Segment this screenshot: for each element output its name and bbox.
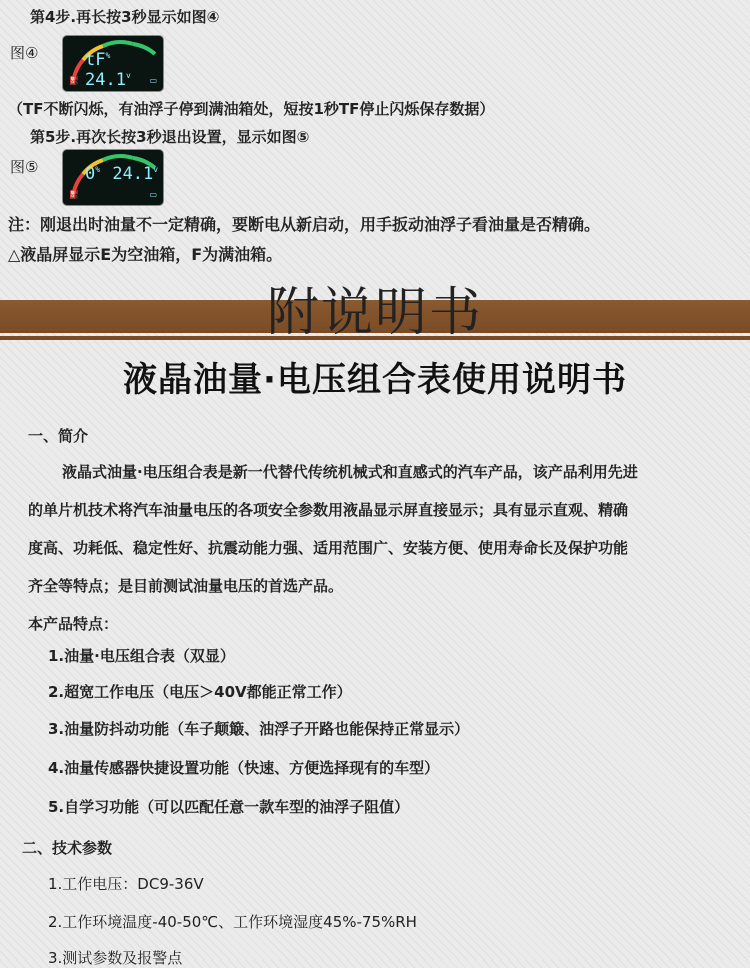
feature-item: 4.油量传感器快捷设置功能（快速、方便选择现有的车型） — [48, 759, 440, 777]
intro-line: 液晶式油量·电压组合表是新一代替代传统机械式和直感式的汽车产品，该产品利用先进 — [62, 463, 638, 481]
fuel-pump-icon: ⛽ — [69, 190, 79, 199]
note-tf-text: （TF不断闪烁，有油浮子停到满油箱处，短按1秒TF停止闪烁保存数据） — [8, 100, 495, 118]
fig4-voltage-unit: v — [125, 71, 131, 81]
fig5-readout — [85, 164, 160, 184]
step5-text: 第5步.再次长按3秒退出设置，显示如图⑤ — [30, 128, 310, 146]
step4-text: 第4步.再长按3秒显示如图④ — [30, 8, 220, 26]
tech-param-item: 2.工作环境温度-40-50℃、工作环境湿度45%-75%RH — [48, 913, 417, 931]
fig5-fuel-value: 0 — [85, 164, 96, 184]
feature-item: 1.油量·电压组合表（双显） — [48, 647, 235, 665]
feature-item: 3.油量防抖动功能（车子颠簸、油浮子开路也能保持正常显示） — [48, 720, 470, 738]
intro-line: 度高、功耗低、稳定性好、抗震动能力强、适用范围广、安装方便、使用寿命长及保护功能 — [28, 539, 629, 557]
tech-param-item: 3.测试参数及报警点 — [48, 949, 183, 967]
fig4-fuel-unit: % — [105, 51, 111, 61]
note-lcd-text: △液晶屏显示E为空油箱，F为满油箱。 — [8, 245, 283, 264]
fig4-label: 图④ — [10, 44, 39, 62]
fig4-voltage-value: 24.1 — [85, 70, 126, 90]
fig5-voltage-unit: v — [153, 165, 159, 175]
battery-icon: ▭ — [149, 76, 157, 85]
section1-heading: 一、简介 — [28, 427, 89, 445]
fig5-voltage-value: 24.1 — [112, 164, 154, 184]
tech-param-item: 1.工作电压：DC9-36V — [48, 875, 204, 893]
intro-line: 齐全等特点；是目前测试油量电压的首选产品。 — [28, 577, 344, 595]
divider-title: 附说明书 — [266, 283, 483, 343]
fig4-lcd-gauge — [63, 36, 163, 91]
section2-heading: 二、技术参数 — [22, 839, 113, 857]
feature-item: 5.自学习功能（可以匹配任意一款车型的油浮子阻值） — [48, 798, 410, 816]
fig5-lcd-gauge — [63, 150, 163, 205]
fig5-label: 图⑤ — [10, 158, 39, 176]
feature-item: 2.超宽工作电压（电压＞40V都能正常工作） — [48, 683, 352, 701]
fig5-fuel-unit: % — [95, 165, 101, 175]
fuel-pump-icon: ⛽ — [69, 76, 79, 85]
document-title: 液晶油量·电压组合表使用说明书 — [123, 360, 627, 400]
battery-icon: ▭ — [149, 190, 157, 199]
intro-line: 的单片机技术将汽车油量电压的各项安全参数用液晶显示屏直接显示；具有显示直观、精确 — [28, 501, 629, 519]
note-exit-text: 注：刚退出时油量不一定精确，要断电从新启动，用手扳动油浮子看油量是否精确。 — [8, 215, 601, 234]
features-heading: 本产品特点： — [28, 615, 119, 633]
fig4-fuel-value: tF — [85, 50, 106, 70]
